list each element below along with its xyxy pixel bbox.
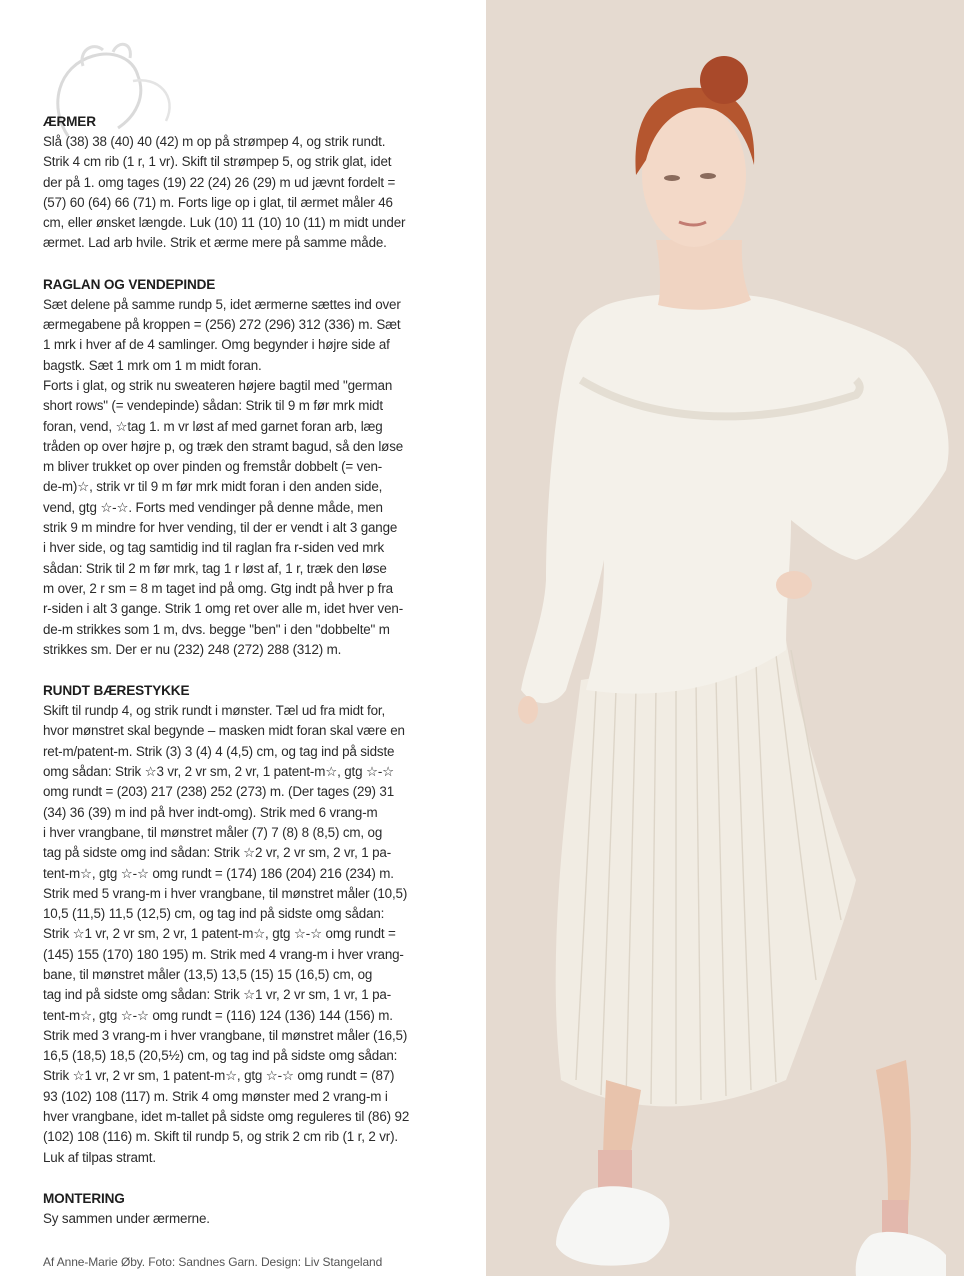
body-line: tråden op over højre p, og træk den stramt bagud, så den løse (43, 438, 404, 454)
body-line: Luk af tilpas stramt. (43, 1149, 156, 1165)
body-line: hvor mønstret skal begynde – masken midt foran skal være en (43, 723, 405, 739)
body-line: Strik med 5 vrang-m i hver vrangbane, til mønstret måler (10,5) (43, 885, 408, 901)
body-line: de-m)☆, strik vr til 9 m før mrk midt foran i den anden side, (43, 479, 383, 495)
body-line: strik 9 m mindre for hver vending, til der er vendt i alt 3 gange (43, 520, 398, 536)
section (43, 681, 443, 1168)
body-line: vend, gtg ☆-☆. Forts med vendinger på denne måde, men (43, 499, 383, 515)
body-line: (145) 155 (170) 180 195) m. Strik med 4 vrang-m i hver vrang- (43, 946, 404, 962)
section-heading: MONTERING (43, 1190, 125, 1206)
body-line: tag på sidste omg ind sådan: Strik ☆2 vr, 2 vr sm, 2 vr, 1 pa- (43, 845, 392, 861)
body-line: strikkes sm. Der er nu (232) 248 (272) 288 (312) m. (43, 641, 342, 657)
section (43, 275, 443, 660)
body-line: Sæt delene på samme rundp 5, idet ærmerne sættes ind over (43, 296, 401, 312)
body-line: m bliver trukket op over pinden og fremstår dobbelt (= ven- (43, 459, 383, 475)
body-line: Slå (38) 38 (40) 40 (42) m op på strømpep 4, og strik rundt. (43, 134, 386, 149)
body-line: Forts i glat, og strik nu sweateren højere bagtil med "german (43, 377, 393, 393)
body-line: foran, vend, ☆tag 1. m vr løst af med garnet foran arb, læg (43, 418, 383, 434)
body-line: tent-m☆, gtg ☆-☆ omg rundt = (116) 124 (136) 144 (156) m. (43, 1007, 393, 1023)
body-line: (34) 36 (39) m ind på hver indt-omg). Strik med 6 vrang-m (43, 804, 378, 820)
body-line: bagstk. Sæt 1 mrk om 1 m midt foran. (43, 357, 262, 373)
body-line: r-siden i alt 3 gange. Strik 1 omg ret over alle m, idet hver ven- (43, 601, 403, 617)
body-line: ret-m/patent-m. Strik (3) 3 (4) 4 (4,5) cm, og tag ind på sidste (43, 743, 395, 759)
section (43, 112, 443, 254)
body-line: (102) 108 (116) m. Skift til rundp 5, og strik 2 cm rib (1 r, 2 vr). (43, 1129, 398, 1145)
body-line: 10,5 (11,5) 11,5 (12,5) cm, og tag ind på sidste omg sådan: (43, 906, 385, 922)
body-line: Strik ☆1 vr, 2 vr sm, 2 vr, 1 patent-m☆, gtg ☆-☆ omg rundt = (43, 926, 396, 942)
body-line: i hver side, og tag samtidig ind til raglan fra r-siden ved mrk (43, 540, 385, 556)
model-photo (486, 0, 964, 1276)
body-line: hver vrangbane, idet m-tallet på sidste omg reguleres til (86) 92 (43, 1109, 410, 1125)
body-line: Strik 4 cm rib (1 r, 1 vr). Skift til strømpep 5, og strik glat, idet (43, 154, 392, 170)
body-line: m over, 2 r sm = 8 m taget ind på omg. Gtg indt på hver p fra (43, 580, 393, 596)
section-heading: ÆRMER (43, 114, 96, 129)
photo-credit: Af Anne-Marie Øby. Foto: Sandnes Garn. Design: Liv Stangeland (43, 1255, 383, 1269)
section-heading: RUNDT BÆRESTYKKE (43, 683, 190, 699)
body-line: ærmegabene på kroppen = (256) 272 (296) 312 (336) m. Sæt (43, 317, 401, 333)
body-line: 93 (102) 108 (117) m. Strik 4 omg mønster med 2 vrang-m i (43, 1088, 388, 1104)
pattern-instructions (43, 112, 443, 1250)
body-line: tent-m☆, gtg ☆-☆ omg rundt = (174) 186 (204) 216 (234) m. (43, 865, 394, 881)
section-heading: RAGLAN OG VENDEPINDE (43, 276, 216, 292)
body-line: cm, eller ønsket længde. Luk (10) 11 (10) 10 (11) m midt under (43, 215, 406, 231)
body-line: sådan: Strik til 2 m før mrk, tag 1 r løst af, 1 r, træk den løse (43, 560, 387, 576)
body-line: omg rundt = (203) 217 (238) 252 (273) m. (Der tages (29) 31 (43, 784, 395, 800)
body-line: Strik med 3 vrang-m i hver vrangbane, til mønstret måler (16,5) (43, 1027, 408, 1043)
body-line: i hver vrangbane, til mønstret måler (7) 7 (8) 8 (8,5) cm, og (43, 824, 383, 840)
body-line: short rows" (= vendepinde) sådan: Strik til 9 m før mrk midt (43, 398, 383, 414)
body-line: Sy sammen under ærmerne. (43, 1210, 210, 1226)
model-photo-icon (486, 0, 964, 1276)
section (43, 1189, 443, 1229)
body-line: bane, til mønstret måler (13,5) 13,5 (15) 15 (16,5) cm, og (43, 966, 373, 982)
body-line: der på 1. omg tages (19) 22 (24) 26 (29) m ud jævnt fordelt = (43, 174, 396, 190)
body-line: 1 mrk i hver af de 4 samlinger. Omg begynder i højre side af (43, 337, 390, 353)
body-line: ærmet. Lad arb hvile. Strik et ærme mere på samme måde. (43, 235, 387, 251)
body-line: Strik ☆1 vr, 2 vr sm, 1 patent-m☆, gtg ☆-☆ omg rundt = (87) (43, 1068, 395, 1084)
body-line: (57) 60 (64) 66 (71) m. Forts lige op i glat, til ærmet måler 46 (43, 194, 393, 210)
body-line: 16,5 (18,5) 18,5 (20,5½) cm, og tag ind på sidste omg sådan: (43, 1048, 398, 1064)
body-line: omg sådan: Strik ☆3 vr, 2 vr sm, 2 vr, 1 patent-m☆, gtg ☆-☆ (43, 764, 394, 780)
body-line: tag ind på sidste omg sådan: Strik ☆1 vr, 2 vr sm, 1 vr, 1 pa- (43, 987, 392, 1003)
body-line: de-m strikkes som 1 m, dvs. begge "ben" i den "dobbelte" m (43, 621, 390, 637)
body-line: Skift til rundp 4, og strik rundt i mønster. Tæl ud fra midt for, (43, 703, 386, 719)
